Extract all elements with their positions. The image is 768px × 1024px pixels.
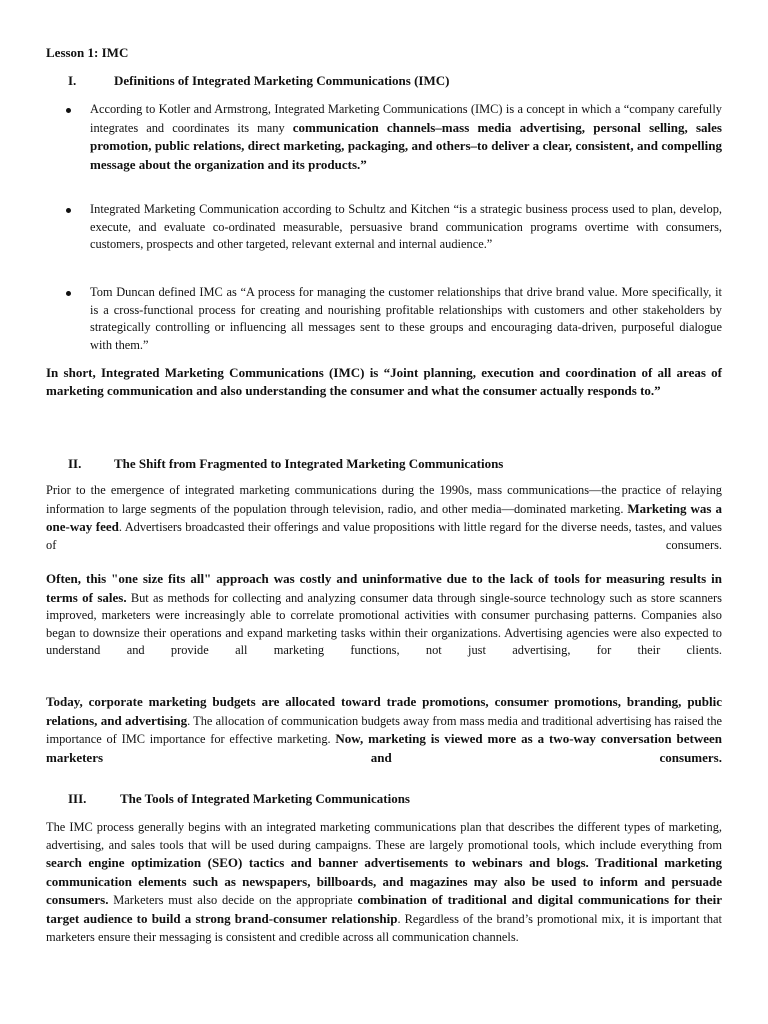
section-1-heading	[68, 72, 449, 90]
bullet-dot-icon	[66, 291, 71, 296]
bullet-dot-icon	[66, 208, 71, 213]
bullet-text: Tom Duncan defined IMC as “A process for managing the customer relationships that drive brand value. More specifically, it is a cross-functional process for creating and nourishing profitable relationships with customers and other stakeholders by strategically controlling or influencing all messages sent to these groups and encouraging data-driven, purposeful dialogue with them.”	[90, 285, 722, 352]
section-2-paragraph-1: Prior to the emergence of integrated marketing communications during the 1990s, mass communications—the practice of relaying information to large segments of the population through television, radio, and other media—dominated marketing. Marketing was a one-way feed. Advertisers broadcasted their offerings and value propositions with little regard for the diverse needs, tastes, and values of consumers.	[46, 483, 722, 552]
section-1-numeral: I.	[68, 73, 77, 88]
bullet-text: According to Kotler and Armstrong, Integrated Marketing Communications (IMC) is a concept in which a “company carefully integrates and coordinates its many communication channels–mass media advertising, personal selling, sales promotion, public relations, direct marketing, packaging, and others–to deliver a clear, consistent, and compelling message about the organization and its products.”	[90, 102, 722, 172]
section-3-title: The Tools of Integrated Marketing Communications	[120, 791, 410, 806]
section-2-paragraph-3: Today, corporate marketing budgets are allocated toward trade promotions, consumer promotions, branding, public relations, and advertising. The allocation of communication budgets away from mass media and traditional advertising has raised the importance of IMC importance for effective marketing. Now, marketing is viewed more as a two-way conversation between marketers and consumers.	[46, 694, 723, 765]
section-2-numeral: II.	[68, 456, 82, 471]
section-3-paragraph: The IMC process generally begins with an integrated marketing communications plan that describes the different types of marketing, advertising, and sales tools that will be used during campaigns. These are largely promotional tools, which include everything from search engine optimization (SEO) tactics and banner advertisements to webinars and blogs. Traditional marketing communication elements such as newspapers, billboards, and magazines may also be used to inform and persuade consumers. Marketers must also decide on the appropriate combination of traditional and digital communications for their target audience to build a strong brand-consumer relationship. Regardless of the brand’s promotional mix, it is important that marketers ensure their messaging is consistent and credible across all communication channels.	[46, 820, 723, 944]
lesson-title: Lesson 1: IMC	[46, 45, 129, 60]
section-1-title: Definitions of Integrated Marketing Communications (IMC)	[114, 73, 450, 88]
section-2-title: The Shift from Fragmented to Integrated Marketing Communications	[114, 456, 504, 471]
section-2-heading	[68, 455, 503, 473]
bullet-dot-icon	[66, 108, 71, 113]
section-2-paragraph-2: Often, this "one size fits all" approach was costly and uninformative due to the lack of tools for measuring results in terms of sales. But as methods for collecting and analyzing consumer data through single-source technology such as store scanners improved, marketers were increasingly able to correlate promotional activities with consumer purchasing patterns. Companies also began to downsize their operations and expand marketing tasks within their organizations. Advertising agencies were also expected to understand and provide all marketing functions, not just advertising, for their clients.	[46, 571, 722, 658]
bullet-text: Integrated Marketing Communication according to Schultz and Kitchen “is a strategic business process used to plan, develop, execute, and evaluate co-ordinated measurable, persuasive brand communication programs overtime with consumers, customers, prospects and other targeted, relevant external and internal audience.”	[90, 202, 722, 252]
section-3-heading	[68, 790, 410, 808]
imc-summary: In short, Integrated Marketing Communications (IMC) is “Joint planning, execution and coordination of all areas of marketing communication and also understanding the consumer and what the consumer actually responds to.”	[46, 365, 722, 398]
section-3-numeral: III.	[68, 791, 87, 806]
